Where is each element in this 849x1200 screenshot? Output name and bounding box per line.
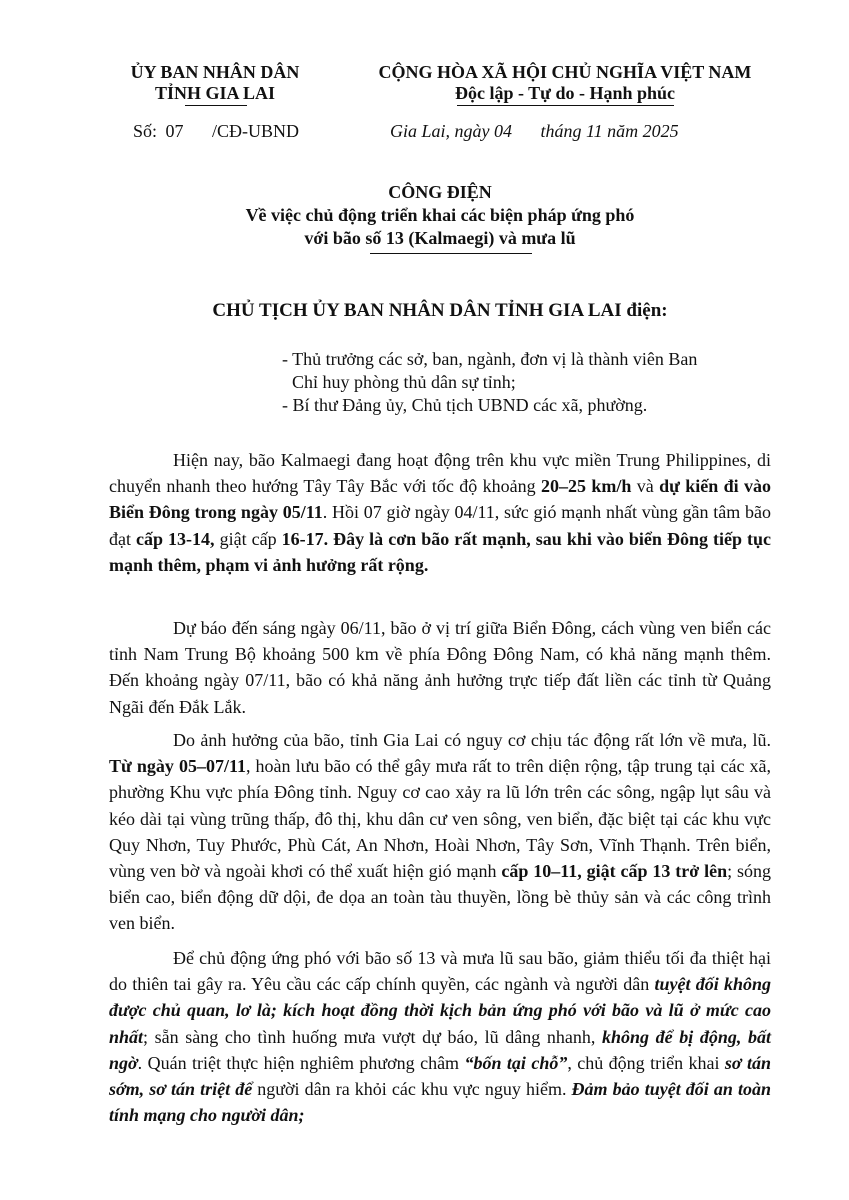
document-title xyxy=(109,181,771,250)
p1-text-3: . Hồi 07 giờ ngày 04/11, sức gió mạnh nhất vùng gần tâm bão đạt xyxy=(109,502,771,549)
p1-bold-speed: 20–25 km/h xyxy=(540,476,632,497)
p1-bold-forecast: dự kiến đi vào Biển Đông trong ngày 05/11 xyxy=(109,476,771,523)
p4-emphasis-2: không để bị động, bất ngờ xyxy=(109,1026,771,1073)
paragraph-4 xyxy=(109,945,771,1128)
month-year: tháng 11 năm 2025 xyxy=(540,121,679,141)
recipient-1: - Thủ trưởng các sở, ban, ngành, đơn vị là thành viên Ban xyxy=(282,349,698,369)
document-number xyxy=(133,121,299,142)
p3-bold-wind: cấp 10–11, giật cấp 13 trở lên xyxy=(501,861,728,882)
p4-emphasis-4: sơ tán sớm, sơ tán triệt để xyxy=(109,1052,771,1100)
p4-emphasis-3: “bốn tại chỗ” xyxy=(464,1052,568,1073)
p2-text: Dự báo đến sáng ngày 06/11, bão ở vị trí giữa Biển Đông, cách vùng ven biển các tỉnh Nam Trung Bộ khoảng 500 km về phía Đông Đông Nam, có khả năng mạnh thêm. Đến khoảng ngày 07/11, bão có khả năng ảnh hưởng trực tiếp đất liền các tỉnh từ Quảng Ngãi đến Đắk Lắk. xyxy=(109,618,771,717)
paragraph-2 xyxy=(109,615,771,720)
agency-name-line2: TỈNH GIA LAI xyxy=(154,83,276,103)
number-value: 07 xyxy=(165,121,184,141)
title-underline xyxy=(370,253,532,254)
nation-name: CỘNG HÒA XÃ HỘI CHỦ NGHĨA VIỆT NAM xyxy=(378,62,752,82)
p4-emphasis-5: Đảm bảo tuyệt đối an toàn tính mạng cho người dân; xyxy=(109,1079,772,1126)
paragraph-1 xyxy=(109,447,771,578)
paragraph-3 xyxy=(109,727,771,937)
recipient-1-cont: Chỉ huy phòng thủ dân sự tỉnh; xyxy=(292,372,516,392)
p3-text-1: Do ảnh hưởng của bão, tỉnh Gia Lai có nguy cơ chịu tác động rất lớn về mưa, lũ. xyxy=(173,730,771,750)
subject-line-2: với bão số 13 (Kalmaegi) và mưa lũ xyxy=(304,228,576,248)
p4-text-4: , chủ động triển khai xyxy=(567,1052,725,1073)
motto-underline xyxy=(457,105,674,106)
agency-underline xyxy=(185,105,247,106)
number-suffix: /CĐ-UBND xyxy=(212,121,300,141)
national-motto xyxy=(355,62,775,104)
p4-text-2: ; sẵn sàng cho tình huống mưa vượt dự báo, lũ dâng nhanh, xyxy=(143,1026,602,1047)
recipient-2: - Bí thư Đảng ủy, Chủ tịch UBND các xã, phường. xyxy=(282,395,648,415)
recipients xyxy=(282,348,782,417)
p4-text-5: người dân ra khỏi các khu vực nguy hiểm. xyxy=(252,1079,572,1100)
p3-text-3: ; sóng biển cao, biển động dữ dội, đe dọa an toàn tàu thuyền, lồng bè thủy sản và các công trình ven biển. xyxy=(109,861,771,934)
p1-text-4: giật cấp xyxy=(214,528,282,549)
p1-bold-level: cấp 13-14, xyxy=(136,528,215,549)
sender-line: CHỦ TỊCH ỦY BAN NHÂN DÂN TỈNH GIA LAI điện: xyxy=(212,300,668,321)
p1-text-2: và xyxy=(631,476,660,497)
number-prefix: Số: xyxy=(133,121,158,141)
p4-emphasis-1: tuyệt đối không được chủ quan, lơ là; kích hoạt đồng thời kịch bản ứng phó với bão và lũ ở mức cao nhất xyxy=(109,974,772,1047)
p3-bold-dates: Từ ngày 05–07/11 xyxy=(109,756,246,777)
nation-motto: Độc lập - Tự do - Hạnh phúc xyxy=(454,83,676,103)
place-day: Gia Lai, ngày 04 xyxy=(390,121,513,141)
document-type: CÔNG ĐIỆN xyxy=(388,182,492,202)
p3-text-2: , hoàn lưu bão có thể gây mưa rất to trên diện rộng, tập trung tại các xã, phường Khu vực phía Đông tỉnh. Nguy cơ cao xảy ra lũ lớn trên các sông, ngập lụt sâu và kéo dài tại vùng trũng thấp, đô thị, khu dân cư ven sông, ven biển, đặc biệt tại các khu vực Quy Nhơn, Tuy Phước, Phù Cát, An Nhơn, Hoài Nhơn, Tây Sơn, Vĩnh Thạnh. Trên biển, vùng ven bờ và ngoài khơi có thể xuất hiện gió mạnh xyxy=(109,756,771,882)
p1-bold-warning: 16-17. Đây là cơn bão rất mạnh, sau khi vào biển Đông tiếp tục mạnh thêm, phạm vi ảnh hưởng rất rộng. xyxy=(109,528,771,575)
subject-line-1: Về việc chủ động triển khai các biện pháp ứng phó xyxy=(245,205,635,225)
agency-name-line1: ỦY BAN NHÂN DÂN xyxy=(130,62,300,82)
issuing-agency xyxy=(120,62,310,104)
place-and-date xyxy=(390,121,679,142)
p4-text-1: Để chủ động ứng phó với bão số 13 và mưa lũ sau bão, giảm thiểu tối đa thiệt hại do thiên tai gây ra. Yêu cầu các cấp chính quyền, các ngành và người dân xyxy=(109,948,771,995)
p4-text-3: . Quán triệt thực hiện nghiêm phương châm xyxy=(137,1052,465,1073)
p1-text-1: Hiện nay, bão Kalmaegi đang hoạt động trên khu vực miền Trung Philippines, di chuyển nhanh theo hướng Tây Tây Bắc với tốc độ khoảng xyxy=(109,450,771,497)
